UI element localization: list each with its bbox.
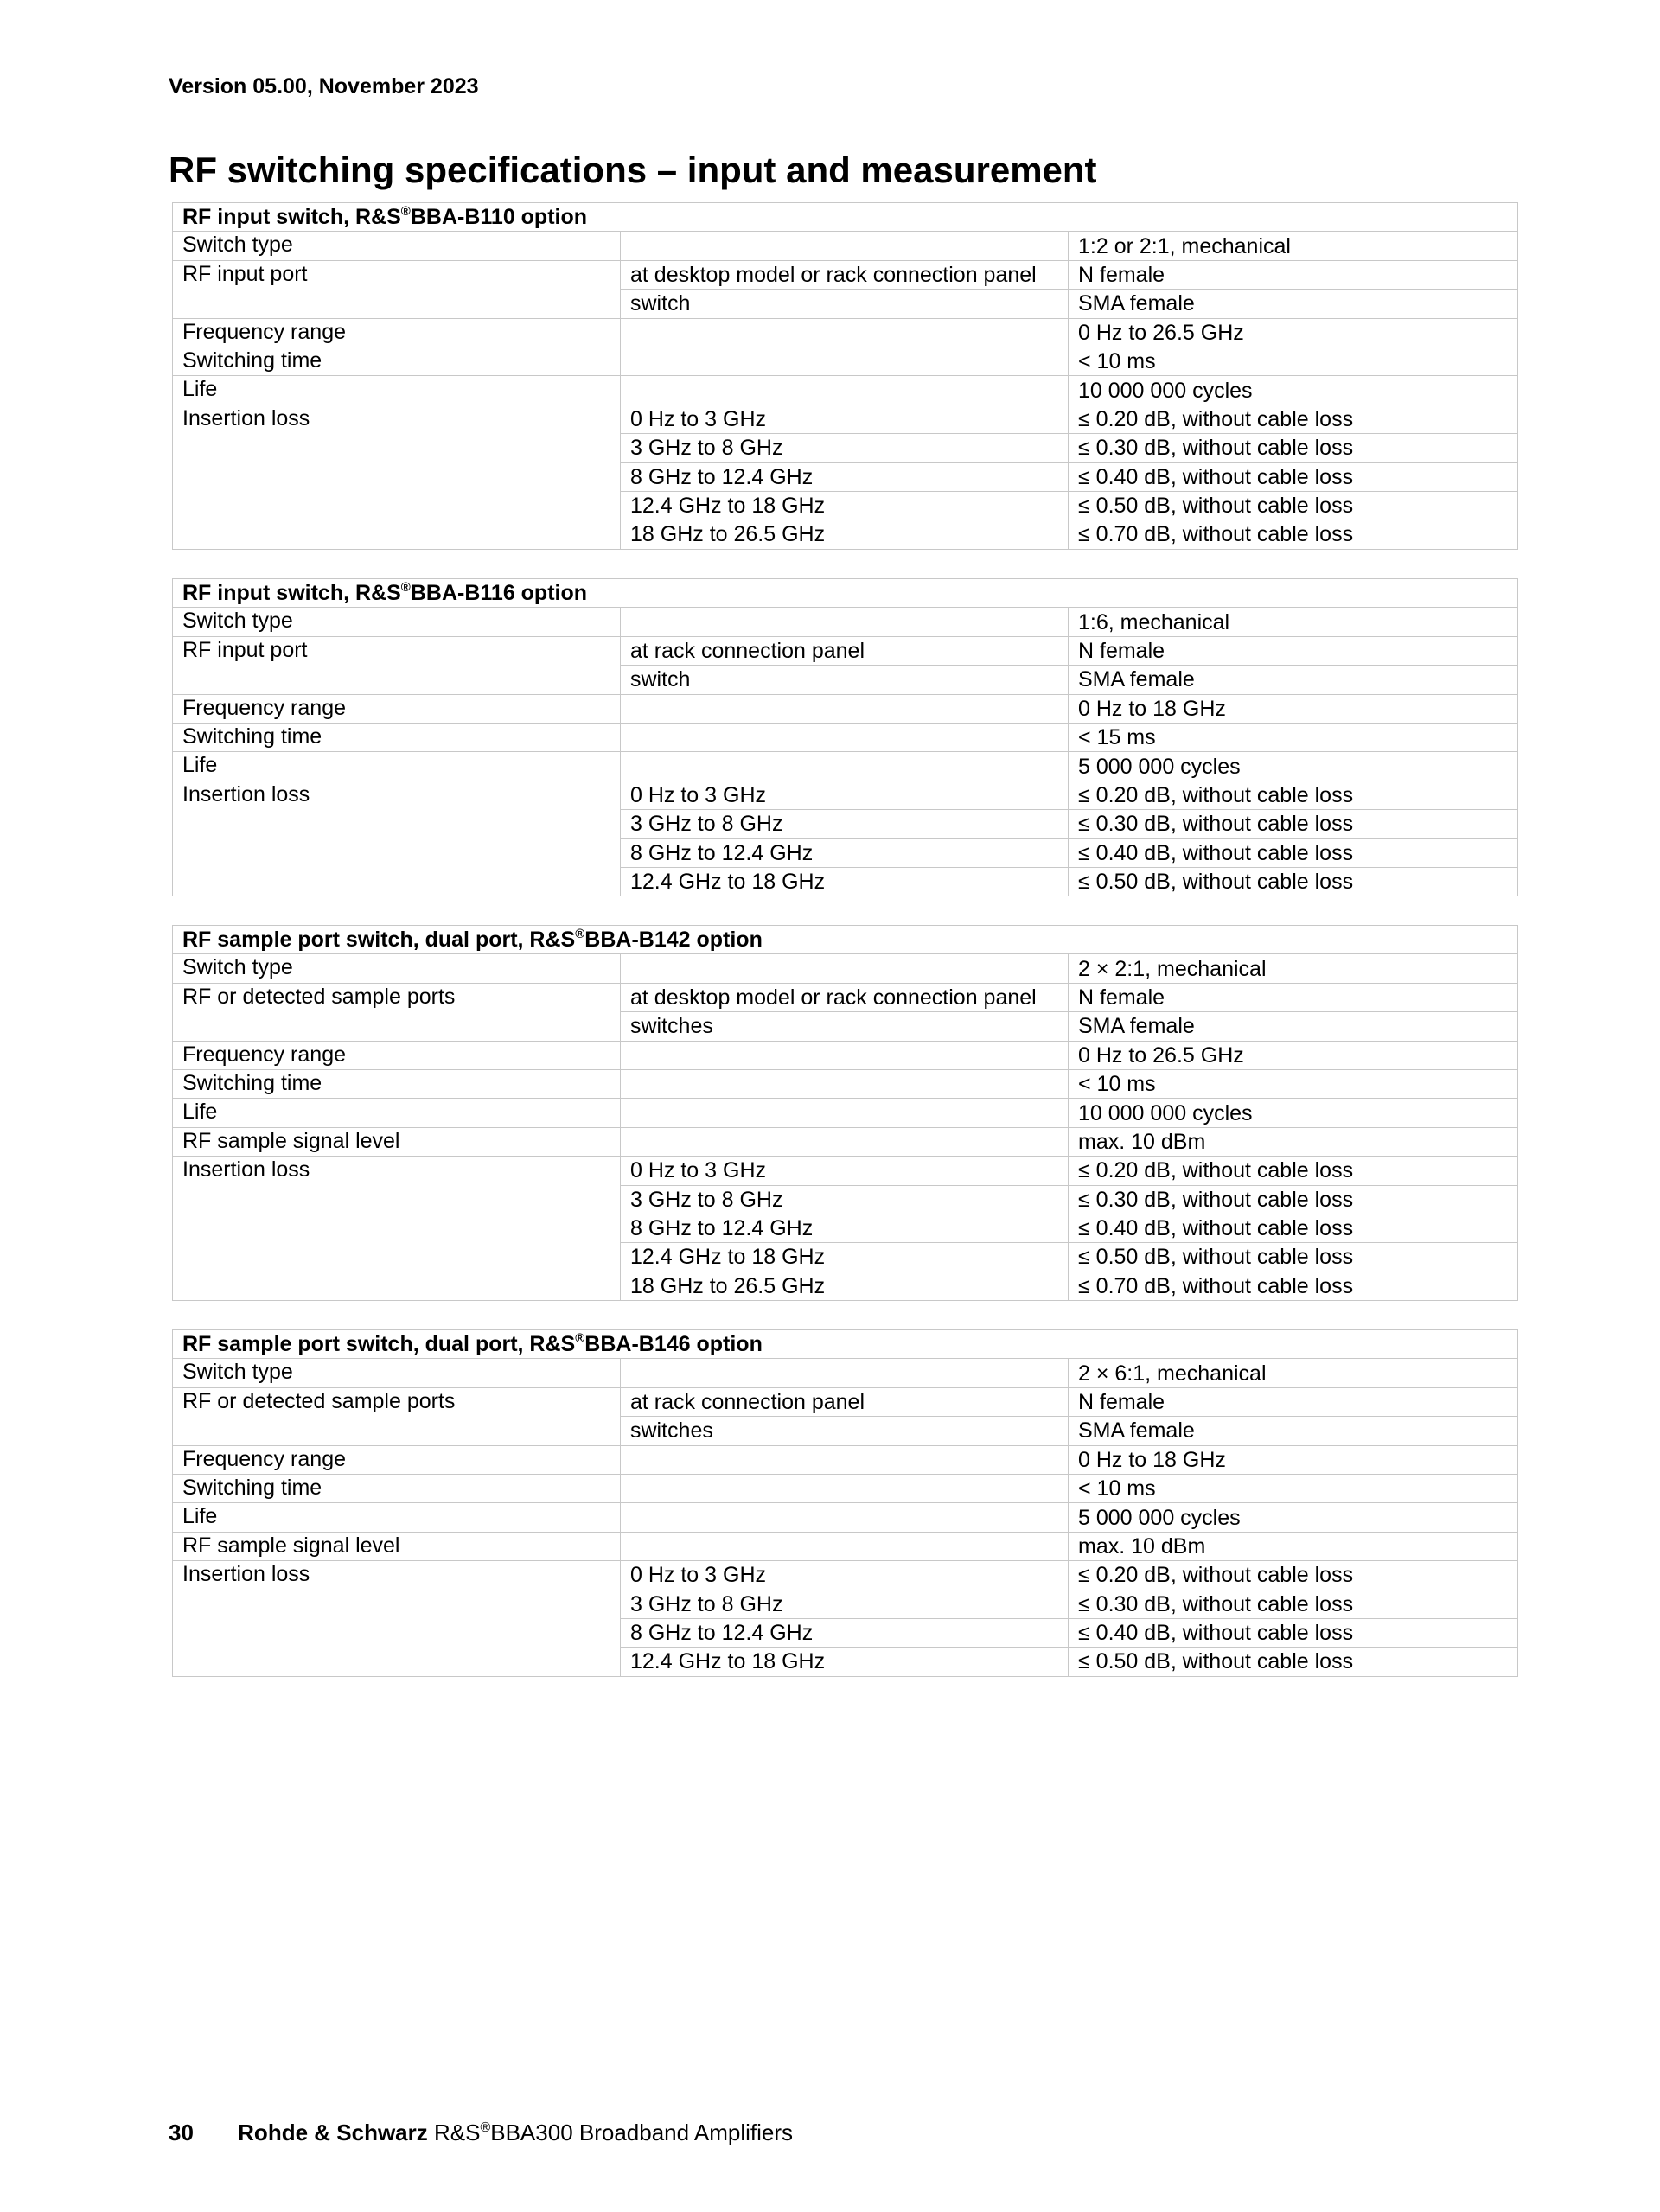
condition-cell <box>621 1503 1069 1532</box>
value-cell: 2 × 2:1, mechanical <box>1069 954 1518 983</box>
param-cell: Insertion loss <box>173 405 621 549</box>
param-cell: Switching time <box>173 1069 621 1098</box>
condition-cell <box>621 1359 1069 1387</box>
condition-cell: 12.4 GHz to 18 GHz <box>621 1243 1069 1272</box>
table-row <box>173 1474 1518 1502</box>
table-title-prefix: RF sample port switch, dual port, R&S <box>182 1332 576 1357</box>
footer-product <box>434 2120 793 2145</box>
table-title-suffix: BBA-B116 option <box>410 581 588 606</box>
condition-cell: at desktop model or rack connection panel <box>621 983 1069 1011</box>
condition-cell: 0 Hz to 3 GHz <box>621 1561 1069 1590</box>
condition-cell <box>621 752 1069 781</box>
table-row <box>173 1041 1518 1069</box>
param-cell: RF or detected sample ports <box>173 983 621 1041</box>
value-cell: SMA female <box>1069 1012 1518 1041</box>
value-cell: ≤ 0.20 dB, without cable loss <box>1069 781 1518 809</box>
condition-cell: 8 GHz to 12.4 GHz <box>621 462 1069 491</box>
value-cell: ≤ 0.30 dB, without cable loss <box>1069 434 1518 462</box>
condition-cell <box>621 608 1069 636</box>
condition-cell <box>621 347 1069 375</box>
value-cell: 1:6, mechanical <box>1069 608 1518 636</box>
value-cell: ≤ 0.30 dB, without cable loss <box>1069 810 1518 838</box>
value-cell: 5 000 000 cycles <box>1069 752 1518 781</box>
condition-cell: 12.4 GHz to 18 GHz <box>621 867 1069 896</box>
table-header-row <box>173 926 1518 954</box>
param-cell: Insertion loss <box>173 781 621 896</box>
table-title-suffix: BBA-B146 option <box>584 1332 763 1357</box>
condition-cell: 12.4 GHz to 18 GHz <box>621 1648 1069 1676</box>
table-row <box>173 1445 1518 1474</box>
condition-cell: 8 GHz to 12.4 GHz <box>621 1618 1069 1647</box>
param-cell: Life <box>173 1099 621 1127</box>
value-cell: ≤ 0.20 dB, without cable loss <box>1069 1561 1518 1590</box>
condition-cell: switch <box>621 290 1069 318</box>
registered-mark: ® <box>575 927 585 942</box>
table-title-prefix: RF sample port switch, dual port, R&S <box>182 928 576 953</box>
table-title-prefix: RF input switch, R&S <box>182 205 401 230</box>
condition-cell <box>621 1445 1069 1474</box>
param-cell: Insertion loss <box>173 1561 621 1677</box>
footer-product-prefix: R&S <box>433 2120 481 2145</box>
condition-cell: switches <box>621 1417 1069 1445</box>
condition-cell <box>621 1127 1069 1156</box>
table-row <box>173 1359 1518 1387</box>
value-cell: SMA female <box>1069 1417 1518 1445</box>
registered-mark: ® <box>400 580 411 596</box>
table-title-suffix: BBA-B142 option <box>584 928 763 953</box>
value-cell: N female <box>1069 1387 1518 1416</box>
table-row <box>173 694 1518 723</box>
value-cell: 0 Hz to 26.5 GHz <box>1069 318 1518 347</box>
table-row <box>173 1157 1518 1185</box>
condition-cell: 3 GHz to 8 GHz <box>621 1590 1069 1618</box>
table-row <box>173 1127 1518 1156</box>
param-cell: Switching time <box>173 1474 621 1502</box>
condition-cell <box>621 1041 1069 1069</box>
param-cell: Switch type <box>173 608 621 636</box>
condition-cell <box>621 954 1069 983</box>
condition-cell: 0 Hz to 3 GHz <box>621 405 1069 433</box>
condition-cell <box>621 694 1069 723</box>
value-cell: 5 000 000 cycles <box>1069 1503 1518 1532</box>
table-row <box>173 1069 1518 1098</box>
table-header-row <box>173 579 1518 608</box>
condition-cell <box>621 1532 1069 1560</box>
table-row <box>173 347 1518 375</box>
condition-cell: 3 GHz to 8 GHz <box>621 810 1069 838</box>
value-cell: ≤ 0.20 dB, without cable loss <box>1069 405 1518 433</box>
table-row <box>173 1532 1518 1560</box>
condition-cell <box>621 376 1069 405</box>
spec-table <box>172 202 1518 550</box>
footer-brand: Rohde & Schwarz <box>238 2120 428 2145</box>
condition-cell: 18 GHz to 26.5 GHz <box>621 520 1069 549</box>
table-row <box>173 723 1518 751</box>
value-cell: ≤ 0.40 dB, without cable loss <box>1069 838 1518 867</box>
version-line: Version 05.00, November 2023 <box>169 74 479 99</box>
value-cell: < 15 ms <box>1069 723 1518 751</box>
value-cell: ≤ 0.20 dB, without cable loss <box>1069 1157 1518 1185</box>
spec-table <box>172 578 1518 896</box>
value-cell: SMA female <box>1069 290 1518 318</box>
condition-cell <box>621 318 1069 347</box>
value-cell: max. 10 dBm <box>1069 1532 1518 1560</box>
condition-cell: switch <box>621 666 1069 694</box>
value-cell: 10 000 000 cycles <box>1069 376 1518 405</box>
spec-table <box>172 925 1518 1301</box>
value-cell: < 10 ms <box>1069 1474 1518 1502</box>
param-cell: RF input port <box>173 636 621 694</box>
value-cell: 0 Hz to 26.5 GHz <box>1069 1041 1518 1069</box>
table-row <box>173 752 1518 781</box>
table-row <box>173 405 1518 433</box>
condition-cell: at rack connection panel <box>621 1387 1069 1416</box>
value-cell: ≤ 0.40 dB, without cable loss <box>1069 462 1518 491</box>
table-title-prefix: RF input switch, R&S <box>182 581 401 606</box>
table-title <box>173 579 1518 608</box>
condition-cell: 12.4 GHz to 18 GHz <box>621 491 1069 520</box>
value-cell: N female <box>1069 636 1518 665</box>
param-cell: Frequency range <box>173 318 621 347</box>
page-number: 30 <box>169 2120 194 2145</box>
value-cell: ≤ 0.70 dB, without cable loss <box>1069 1272 1518 1300</box>
value-cell: ≤ 0.50 dB, without cable loss <box>1069 491 1518 520</box>
condition-cell: at desktop model or rack connection panel <box>621 260 1069 289</box>
param-cell: Life <box>173 752 621 781</box>
table-row <box>173 608 1518 636</box>
param-cell: Switching time <box>173 347 621 375</box>
condition-cell: 3 GHz to 8 GHz <box>621 1185 1069 1214</box>
spec-table <box>172 1329 1518 1677</box>
table-row <box>173 983 1518 1011</box>
table-title <box>173 926 1518 954</box>
condition-cell <box>621 232 1069 260</box>
value-cell: 1:2 or 2:1, mechanical <box>1069 232 1518 260</box>
value-cell: ≤ 0.50 dB, without cable loss <box>1069 1243 1518 1272</box>
condition-cell: 3 GHz to 8 GHz <box>621 434 1069 462</box>
value-cell: 10 000 000 cycles <box>1069 1099 1518 1127</box>
table-row <box>173 1099 1518 1127</box>
value-cell: < 10 ms <box>1069 347 1518 375</box>
param-cell: RF sample signal level <box>173 1532 621 1560</box>
registered-mark: ® <box>575 1331 585 1347</box>
param-cell: Frequency range <box>173 1041 621 1069</box>
value-cell: 0 Hz to 18 GHz <box>1069 694 1518 723</box>
param-cell: Switch type <box>173 954 621 983</box>
value-cell: max. 10 dBm <box>1069 1127 1518 1156</box>
registered-mark: ® <box>480 2120 491 2135</box>
table-title <box>173 203 1518 232</box>
param-cell: Life <box>173 376 621 405</box>
table-row <box>173 1503 1518 1532</box>
table-header-row <box>173 203 1518 232</box>
condition-cell <box>621 1099 1069 1127</box>
param-cell: RF or detected sample ports <box>173 1387 621 1445</box>
param-cell: Frequency range <box>173 1445 621 1474</box>
table-row <box>173 260 1518 289</box>
table-row <box>173 232 1518 260</box>
table-header-row <box>173 1330 1518 1359</box>
condition-cell <box>621 1069 1069 1098</box>
table-row <box>173 376 1518 405</box>
value-cell: N female <box>1069 983 1518 1011</box>
registered-mark: ® <box>400 204 411 220</box>
value-cell: < 10 ms <box>1069 1069 1518 1098</box>
footer-product-suffix: BBA300 Broadband Amplifiers <box>490 2120 794 2145</box>
value-cell: 2 × 6:1, mechanical <box>1069 1359 1518 1387</box>
param-cell: RF input port <box>173 260 621 318</box>
condition-cell <box>621 1474 1069 1502</box>
value-cell: ≤ 0.30 dB, without cable loss <box>1069 1185 1518 1214</box>
value-cell: ≤ 0.70 dB, without cable loss <box>1069 520 1518 549</box>
param-cell: RF sample signal level <box>173 1127 621 1156</box>
value-cell: N female <box>1069 260 1518 289</box>
table-row <box>173 636 1518 665</box>
param-cell: Switch type <box>173 1359 621 1387</box>
param-cell: Switch type <box>173 232 621 260</box>
value-cell: ≤ 0.40 dB, without cable loss <box>1069 1618 1518 1647</box>
condition-cell: 0 Hz to 3 GHz <box>621 1157 1069 1185</box>
page-footer <box>169 2120 793 2146</box>
value-cell: ≤ 0.50 dB, without cable loss <box>1069 1648 1518 1676</box>
table-row <box>173 1387 1518 1416</box>
page-title: RF switching specifications – input and measurement <box>169 150 1097 190</box>
param-cell: Frequency range <box>173 694 621 723</box>
table-title-suffix: BBA-B110 option <box>410 205 588 230</box>
condition-cell: 18 GHz to 26.5 GHz <box>621 1272 1069 1300</box>
value-cell: SMA female <box>1069 666 1518 694</box>
value-cell: ≤ 0.30 dB, without cable loss <box>1069 1590 1518 1618</box>
value-cell: ≤ 0.40 dB, without cable loss <box>1069 1214 1518 1242</box>
condition-cell: switches <box>621 1012 1069 1041</box>
table-row <box>173 1561 1518 1590</box>
table-row <box>173 954 1518 983</box>
param-cell: Life <box>173 1503 621 1532</box>
param-cell: Switching time <box>173 723 621 751</box>
condition-cell: 0 Hz to 3 GHz <box>621 781 1069 809</box>
value-cell: 0 Hz to 18 GHz <box>1069 1445 1518 1474</box>
table-title <box>173 1330 1518 1359</box>
value-cell: ≤ 0.50 dB, without cable loss <box>1069 867 1518 896</box>
condition-cell: at rack connection panel <box>621 636 1069 665</box>
condition-cell: 8 GHz to 12.4 GHz <box>621 838 1069 867</box>
condition-cell <box>621 723 1069 751</box>
condition-cell: 8 GHz to 12.4 GHz <box>621 1214 1069 1242</box>
table-row <box>173 318 1518 347</box>
table-row <box>173 781 1518 809</box>
param-cell: Insertion loss <box>173 1157 621 1301</box>
